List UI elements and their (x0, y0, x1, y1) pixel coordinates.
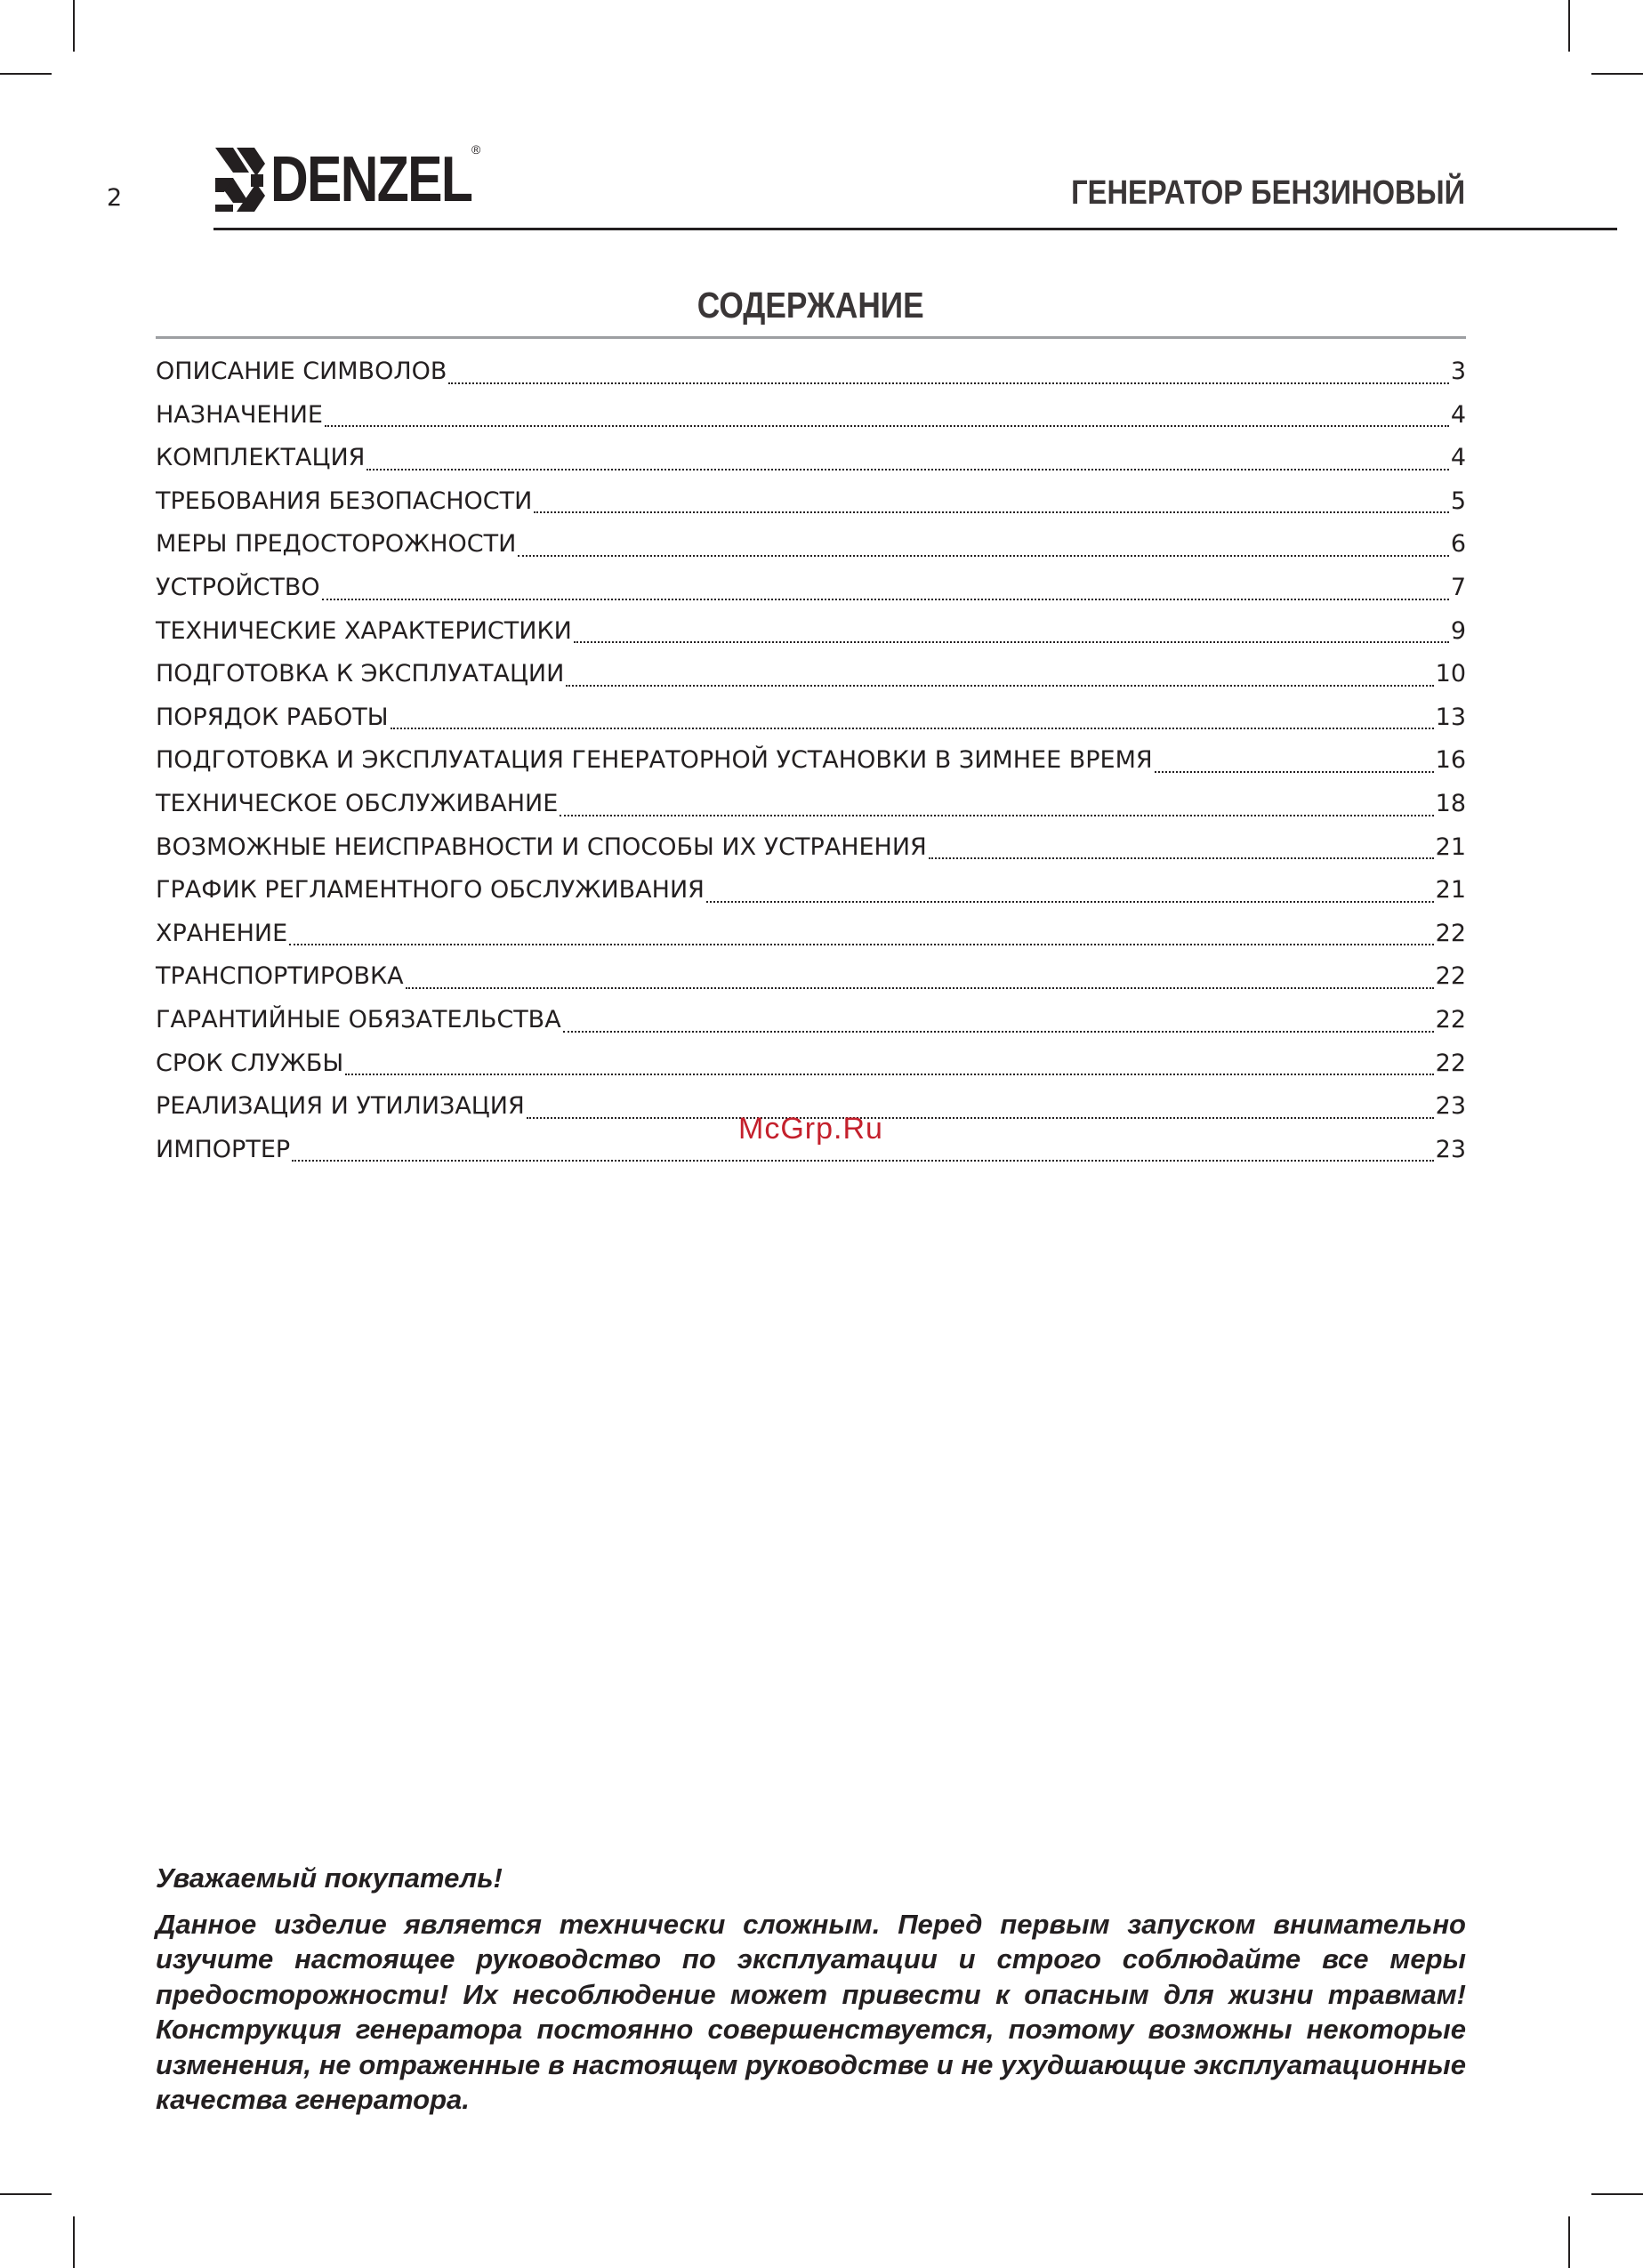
notice-greeting: Уважаемый покупатель! (156, 1862, 503, 1894)
toc-entry-label: ТРАНСПОРТИРОВКА (156, 962, 404, 991)
toc-leader (289, 943, 1433, 945)
toc-entry-page: 7 (1450, 573, 1466, 601)
toc-entry-page: 10 (1435, 660, 1466, 688)
toc-entry[interactable] (156, 873, 1466, 916)
crop-mark (1591, 2193, 1643, 2195)
toc-leader (560, 814, 1433, 816)
crop-mark (0, 2193, 52, 2195)
notice-text: Данное изделие является технически сложным. Перед первым запуском внимательно изучите настоящее руководство по эксплуатации и строго соблюдайте все меры предосторожности! Их несоблюдение может привести к опасным для жизни травмам! Конструкция генератора постоянно совершенствуется, поэтому возможны некоторые изменения, не отраженные в настоящем руководстве и не ухудшающие эксплуатационные качества генератора. (156, 1908, 1466, 2115)
toc-entry[interactable] (156, 1046, 1466, 1090)
toc-entry-label: УСТРОЙСТВО (156, 573, 320, 601)
toc-entry[interactable] (156, 440, 1466, 484)
crop-mark (1568, 0, 1570, 52)
toc-leader (366, 468, 1448, 470)
toc-leader (706, 900, 1434, 903)
toc-entry-page: 9 (1450, 616, 1466, 645)
toc-leader (345, 1073, 1433, 1075)
table-of-contents (156, 354, 1466, 1175)
toc-leader (1155, 770, 1434, 773)
toc-leader (566, 684, 1433, 687)
toc-entry-label: ИМПОРТЕР (156, 1135, 291, 1163)
toc-leader (406, 986, 1434, 989)
crop-mark (73, 0, 75, 52)
toc-leader (322, 598, 1449, 600)
toc-entry-label: СРОК СЛУЖБЫ (156, 1049, 344, 1077)
toc-entry-page: 16 (1435, 746, 1466, 775)
toc-entry-page: 4 (1450, 444, 1466, 472)
toc-entry-page: 23 (1435, 1135, 1466, 1163)
toc-entry-page: 22 (1435, 962, 1466, 991)
registered-mark: ® (471, 142, 481, 157)
toc-entry[interactable] (156, 398, 1466, 441)
toc-entry[interactable] (156, 743, 1466, 786)
toc-entry[interactable] (156, 527, 1466, 570)
document-title: ГЕНЕРАТОР БЕНЗИНОВЫЙ (1070, 174, 1465, 212)
toc-entry[interactable] (156, 830, 1466, 873)
customer-notice (156, 1861, 1466, 2118)
toc-entry[interactable] (156, 916, 1466, 960)
crop-mark (73, 2216, 75, 2268)
toc-entry-page: 4 (1450, 400, 1466, 429)
toc-entry[interactable] (156, 656, 1466, 700)
toc-entry[interactable] (156, 1002, 1466, 1046)
denzel-emblem-icon (213, 142, 270, 217)
toc-entry[interactable] (156, 786, 1466, 830)
toc-entry-page: 3 (1450, 358, 1466, 385)
toc-entry-page: 21 (1435, 876, 1466, 905)
toc-entry-label: НАЗНАЧЕНИЕ (156, 400, 323, 429)
toc-entry[interactable] (156, 570, 1466, 614)
toc-entry-page: 23 (1435, 1092, 1466, 1121)
brand-logo (213, 142, 480, 217)
crop-mark (1568, 2216, 1570, 2268)
toc-heading-text: СОДЕРЖАНИЕ (697, 285, 924, 326)
toc-leader (574, 640, 1449, 643)
toc-entry-label: ПОДГОТОВКА К ЭКСПЛУАТАЦИИ (156, 660, 565, 688)
toc-entry-page: 18 (1435, 789, 1466, 817)
crop-mark (1591, 73, 1643, 75)
page-number: 2 (107, 184, 123, 212)
toc-entry-label: ГРАФИК РЕГЛАМЕНТНОГО ОБСЛУЖИВАНИЯ (156, 876, 705, 905)
toc-entry-label: ОПИСАНИЕ СИМВОЛОВ (156, 358, 447, 385)
toc-entry-label: КОМПЛЕКТАЦИЯ (156, 444, 366, 472)
toc-entry-page: 13 (1435, 703, 1466, 731)
toc-entry-label: РЕАЛИЗАЦИЯ И УТИЛИЗАЦИЯ (156, 1092, 525, 1121)
toc-entry-page: 21 (1435, 832, 1466, 861)
toc-divider (156, 336, 1466, 339)
toc-leader (518, 554, 1448, 557)
toc-entry[interactable] (156, 354, 1466, 398)
toc-entry-page: 22 (1435, 919, 1466, 947)
toc-entry-page: 6 (1450, 530, 1466, 559)
toc-entry-label: ПОДГОТОВКА И ЭКСПЛУАТАЦИЯ ГЕНЕРАТОРНОЙ УСТАНОВКИ В ЗИМНЕЕ ВРЕМЯ (156, 746, 1153, 775)
toc-entry-page: 22 (1435, 1005, 1466, 1033)
toc-entry[interactable] (156, 484, 1466, 527)
header-divider (213, 228, 1617, 230)
toc-entry-label: МЕРЫ ПРЕДОСТОРОЖНОСТИ (156, 530, 517, 559)
toc-leader (527, 1116, 1434, 1119)
brand-name: DENZEL (270, 144, 472, 215)
toc-leader (325, 424, 1449, 427)
toc-leader (563, 1030, 1434, 1033)
toc-heading (156, 283, 1466, 327)
toc-entry-label: ТРЕБОВАНИЯ БЕЗОПАСНОСТИ (156, 487, 533, 515)
crop-mark (0, 73, 52, 75)
watermark: McGrp.Ru (738, 1112, 883, 1146)
toc-entry-label: ТЕХНИЧЕСКИЕ ХАРАКТЕРИСТИКИ (156, 616, 572, 645)
toc-leader (534, 511, 1449, 513)
toc-leader (292, 1159, 1433, 1162)
toc-entry-label: ВОЗМОЖНЫЕ НЕИСПРАВНОСТИ И СПОСОБЫ ИХ УСТРАНЕНИЯ (156, 832, 927, 861)
toc-leader (929, 857, 1434, 859)
toc-leader (448, 382, 1448, 384)
toc-entry[interactable] (156, 614, 1466, 657)
toc-entry-page: 5 (1450, 487, 1466, 515)
toc-entry-label: ХРАНЕНИЕ (156, 919, 288, 947)
toc-entry-label: ГАРАНТИЙНЫЕ ОБЯЗАТЕЛЬСТВА (156, 1005, 561, 1033)
toc-entry-label: ТЕХНИЧЕСКОЕ ОБСЛУЖИВАНИЕ (156, 789, 559, 817)
toc-leader (391, 727, 1434, 729)
toc-entry[interactable] (156, 959, 1466, 1002)
toc-entry-label: ПОРЯДОК РАБОТЫ (156, 703, 389, 731)
toc-entry[interactable] (156, 700, 1466, 744)
toc-entry-page: 22 (1435, 1049, 1466, 1077)
